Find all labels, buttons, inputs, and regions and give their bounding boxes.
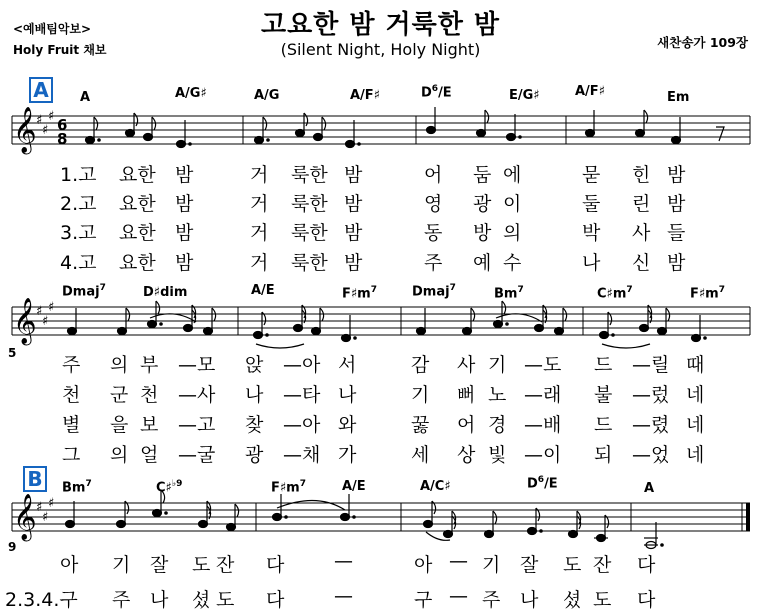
chord-symbol: $F♯m^7$ bbox=[690, 285, 725, 302]
notes-system-3 bbox=[66, 490, 664, 549]
lyric-syllable: 밤 bbox=[667, 164, 686, 186]
lyric-syllable: 요한 bbox=[119, 193, 156, 215]
lyric-syllable: 불 bbox=[594, 384, 613, 406]
lyric-syllable: —이 bbox=[524, 444, 562, 466]
lyric-syllable: 둠 bbox=[473, 164, 492, 186]
lyric-syllable: —고 bbox=[178, 414, 216, 436]
lyric-syllable: —렸 bbox=[632, 414, 670, 436]
lyric-syllable: 밤 bbox=[175, 222, 194, 244]
chord-symbol: A/G♯ bbox=[175, 86, 207, 101]
lyric-syllable: 사 bbox=[632, 222, 651, 244]
chord-symbol: A/C♯ bbox=[420, 479, 451, 494]
chord-symbol: Em bbox=[667, 90, 690, 105]
lyric-syllable: 기 bbox=[482, 554, 501, 576]
lyric-syllable: 다 bbox=[266, 554, 285, 576]
lyric-syllable: 구 bbox=[414, 589, 433, 611]
lyric-syllable: 아 bbox=[60, 554, 79, 576]
chord-symbol: $D^6/E$ bbox=[421, 84, 452, 101]
lyric-syllable: 3.고 bbox=[60, 222, 97, 244]
lyric-syllable: 2.고 bbox=[60, 193, 97, 215]
chord-symbol: $C♯m^7$ bbox=[597, 285, 633, 302]
lyric-syllable: 천 bbox=[62, 384, 81, 406]
chord-symbol: Bm$^7$ bbox=[494, 285, 524, 302]
lyric-syllable: 꿇 bbox=[411, 414, 430, 436]
lyric-syllable: 요한 bbox=[119, 252, 156, 274]
lyric-syllable: —도 bbox=[524, 354, 562, 376]
lyric-syllable: 기 bbox=[112, 554, 131, 576]
svg-text:♯: ♯ bbox=[36, 113, 43, 128]
lyric-syllable: 잔 bbox=[593, 554, 612, 576]
chord-symbol: $F♯m^7$ bbox=[271, 479, 306, 496]
rehearsal-mark-a: A bbox=[29, 77, 53, 103]
chord-symbol: E/G♯ bbox=[509, 88, 540, 103]
lyric-syllable: —아 bbox=[283, 354, 321, 376]
lyric-syllable: 밤 bbox=[175, 252, 194, 274]
lyric-syllable: 룩한 bbox=[291, 193, 328, 215]
lyric-syllable: 신 bbox=[632, 252, 651, 274]
measure-number: 5 bbox=[8, 346, 17, 360]
lyric-syllable: — bbox=[449, 585, 468, 607]
lyric-syllable: 나 bbox=[520, 589, 539, 611]
svg-text:♯: ♯ bbox=[42, 510, 49, 525]
lyric-syllable: 나 bbox=[150, 589, 169, 611]
lyric-syllable: 도 bbox=[192, 554, 211, 576]
chord-symbol: A/E bbox=[251, 283, 275, 298]
svg-text:♯: ♯ bbox=[36, 500, 43, 515]
transcriber-label: Holy Fruit 채보 bbox=[13, 43, 107, 57]
lyric-syllable: —릴 bbox=[632, 354, 670, 376]
lyric-syllable: —모 bbox=[178, 354, 216, 376]
lyric-syllable: 룩한 bbox=[291, 164, 328, 186]
lyric-syllable: 다 bbox=[637, 554, 656, 576]
lyric-syllable: 1.고 bbox=[60, 164, 97, 186]
song-subtitle: (Silent Night, Holy Night) bbox=[280, 40, 481, 59]
lyric-syllable: 보 bbox=[140, 414, 159, 436]
treble-clef-icon: 𝄞 bbox=[13, 494, 37, 540]
lyric-syllable: 의 bbox=[110, 444, 129, 466]
lyric-syllable: 박 bbox=[582, 222, 601, 244]
chord-symbol: Dmaj$^7$ bbox=[62, 283, 106, 300]
treble-clef-icon: 𝄞 bbox=[13, 107, 37, 153]
lyric-syllable: 힌 bbox=[632, 164, 651, 186]
lyric-syllable: 아 bbox=[414, 554, 433, 576]
lyric-syllable: 찾 bbox=[245, 414, 264, 436]
lyric-syllable: 별 bbox=[62, 414, 81, 436]
lyric-syllable: 들 bbox=[667, 222, 686, 244]
svg-text:♯: ♯ bbox=[36, 304, 43, 319]
lyric-syllable: 주 bbox=[62, 354, 81, 376]
lyric-syllable: 서 bbox=[338, 354, 357, 376]
lyric-syllable: 도 bbox=[593, 589, 612, 611]
lyric-syllable: 동 bbox=[424, 222, 443, 244]
lyric-syllable: —채 bbox=[283, 444, 321, 466]
lyric-syllable: 세 bbox=[411, 444, 430, 466]
chord-symbol: A/E bbox=[342, 479, 366, 494]
lyric-syllable: — bbox=[334, 550, 353, 572]
lyric-syllable: 요한 bbox=[119, 164, 156, 186]
lyric-syllable: 기 bbox=[488, 354, 507, 376]
chord-symbol: A bbox=[80, 90, 91, 105]
measure-number: 9 bbox=[8, 540, 17, 554]
lyric-syllable: 되 bbox=[594, 444, 613, 466]
lyric-syllable: 의 bbox=[110, 354, 129, 376]
song-title: 고요한 밤 거룩한 밤 bbox=[260, 10, 501, 40]
lyric-syllable: 그 bbox=[62, 444, 81, 466]
lyric-syllable: 도 bbox=[216, 589, 235, 611]
lyric-syllable: 때 bbox=[686, 354, 705, 376]
lyric-syllable: 주 bbox=[424, 252, 443, 274]
lyric-syllable: 요한 bbox=[119, 222, 156, 244]
lyric-syllable: 부 bbox=[140, 354, 159, 376]
lyric-syllable: — bbox=[334, 585, 353, 607]
lyric-syllable: —타 bbox=[283, 384, 321, 406]
lyric-syllable: 앉 bbox=[245, 354, 264, 376]
lyric-syllable: 주 bbox=[112, 589, 131, 611]
lyric-syllable: 수 bbox=[503, 252, 522, 274]
lyric-syllable: 다 bbox=[266, 589, 285, 611]
lyric-syllable: 룩한 bbox=[291, 222, 328, 244]
lyric-syllable: 경 bbox=[488, 414, 507, 436]
lyric-syllable: —배 bbox=[524, 414, 562, 436]
lyric-syllable: 밤 bbox=[667, 193, 686, 215]
lyric-syllable: 묻 bbox=[582, 164, 601, 186]
chord-symbol: A/F♯ bbox=[575, 84, 605, 99]
lyric-syllable: 의 bbox=[503, 222, 522, 244]
lyric-syllable: 군 bbox=[110, 384, 129, 406]
lyric-syllable: 을 bbox=[110, 414, 129, 436]
lyric-syllable: 드 bbox=[594, 414, 613, 436]
lyric-syllable: —아 bbox=[283, 414, 321, 436]
lyric-syllable: 사 bbox=[457, 354, 476, 376]
lyric-syllable: 와 bbox=[338, 414, 357, 436]
notes-system-1 bbox=[86, 107, 725, 148]
lyric-syllable: 둘 bbox=[582, 193, 601, 215]
chord-symbol: Dmaj$^7$ bbox=[412, 283, 456, 300]
treble-clef-icon: 𝄞 bbox=[13, 298, 37, 344]
lyric-syllable: —래 bbox=[524, 384, 562, 406]
lyric-syllable: 밤 bbox=[175, 164, 194, 186]
rehearsal-mark-b: B bbox=[23, 466, 47, 492]
lyric-syllable: 밤 bbox=[344, 164, 363, 186]
lyric-syllable: 광 bbox=[245, 444, 264, 466]
notes-system-2 bbox=[68, 301, 707, 348]
lyric-syllable: 거 bbox=[250, 222, 269, 244]
lyric-syllable: 도 bbox=[563, 554, 582, 576]
lyric-syllable: 방 bbox=[473, 222, 492, 244]
lyric-syllable: 거 bbox=[250, 193, 269, 215]
lyric-syllable: 밤 bbox=[344, 193, 363, 215]
lyric-syllable: —렀 bbox=[632, 384, 670, 406]
chord-symbol: A/G bbox=[254, 88, 280, 103]
lyric-syllable: 거 bbox=[250, 164, 269, 186]
lyric-syllable: 광 bbox=[473, 193, 492, 215]
lyric-syllable: 네 bbox=[686, 384, 705, 406]
lyric-syllable: 에 bbox=[503, 164, 522, 186]
lyric-syllable: 셨 bbox=[192, 589, 211, 611]
time-signature-bottom: 8 bbox=[57, 130, 68, 148]
svg-text:♯: ♯ bbox=[42, 123, 49, 138]
svg-text:♯: ♯ bbox=[48, 496, 55, 511]
lyric-syllable: 예 bbox=[473, 252, 492, 274]
lyric-syllable: 노 bbox=[488, 384, 507, 406]
lyric-syllable: 밤 bbox=[175, 193, 194, 215]
lyric-syllable: 나 bbox=[338, 384, 357, 406]
chord-symbol: A/F♯ bbox=[350, 88, 380, 103]
chord-symbol: Bm$^7$ bbox=[62, 479, 92, 496]
lyric-syllable: 어 bbox=[457, 414, 476, 436]
lyric-syllable: 다 bbox=[637, 589, 656, 611]
hymn-number: 새찬송가 109장 bbox=[657, 35, 748, 50]
lyric-syllable: 밤 bbox=[344, 252, 363, 274]
lyric-syllable: 잔 bbox=[216, 554, 235, 576]
lyric-syllable: 거 bbox=[250, 252, 269, 274]
lyric-syllable: 기 bbox=[411, 384, 430, 406]
lyric-syllable: 4.고 bbox=[60, 252, 97, 274]
lyric-syllable: — bbox=[449, 550, 468, 572]
time-signature-top: 6 bbox=[57, 116, 68, 134]
lyric-syllable: 밤 bbox=[667, 252, 686, 274]
lyric-syllable: 가 bbox=[338, 444, 357, 466]
lyric-syllable: 천 bbox=[140, 384, 159, 406]
chord-symbol: $F♯m^7$ bbox=[342, 285, 377, 302]
chord-symbol: D♯dim bbox=[143, 285, 188, 300]
lyric-syllable: 드 bbox=[594, 354, 613, 376]
svg-text:♯: ♯ bbox=[48, 109, 55, 124]
lyric-syllable: 네 bbox=[686, 414, 705, 436]
chord-symbol: A bbox=[644, 481, 655, 496]
lyric-syllable: 잘 bbox=[520, 554, 539, 576]
svg-text:♯: ♯ bbox=[42, 314, 49, 329]
lyric-syllable: 주 bbox=[482, 589, 501, 611]
lyric-syllable: 나 bbox=[582, 252, 601, 274]
lyric-syllable: 린 bbox=[632, 193, 651, 215]
lyric-syllable: 상 bbox=[457, 444, 476, 466]
lyric-syllable: 밤 bbox=[344, 222, 363, 244]
lyric-syllable: 네 bbox=[686, 444, 705, 466]
lyric-syllable: 나 bbox=[245, 384, 264, 406]
chord-symbol: $D^6/E$ bbox=[527, 475, 558, 492]
lyric-syllable: 영 bbox=[424, 193, 443, 215]
lyric-syllable: 셨 bbox=[563, 589, 582, 611]
lyric-syllable: —었 bbox=[632, 444, 670, 466]
lyric-syllable: 2.3.4.구 bbox=[5, 589, 78, 611]
svg-text:♯: ♯ bbox=[48, 300, 55, 315]
lyric-syllable: 뻐 bbox=[457, 384, 476, 406]
key-signature-sharps bbox=[36, 109, 54, 525]
lyric-syllable: 이 bbox=[503, 193, 522, 215]
chord-symbol: C♯$^{♭9}$ bbox=[156, 479, 183, 496]
lyric-syllable: 룩한 bbox=[291, 252, 328, 274]
lyric-syllable: 얼 bbox=[140, 444, 159, 466]
lyric-syllable: 잘 bbox=[150, 554, 169, 576]
lyric-syllable: 어 bbox=[424, 164, 443, 186]
source-label: <예배팀악보> bbox=[13, 22, 92, 36]
lyric-syllable: 빛 bbox=[488, 444, 507, 466]
lyric-syllable: 감 bbox=[411, 354, 430, 376]
lyric-syllable: —사 bbox=[178, 384, 216, 406]
lyric-syllable: —굴 bbox=[178, 444, 216, 466]
